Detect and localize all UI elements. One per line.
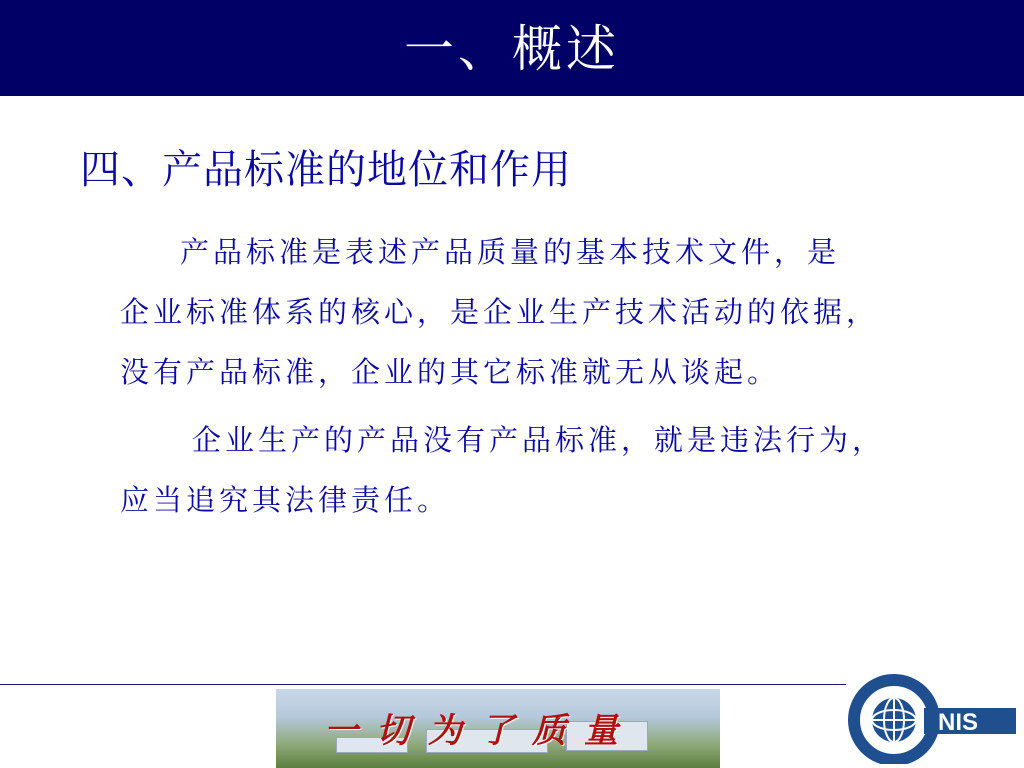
footer-banner-image [276,689,720,768]
company-logo [846,668,1016,764]
paragraph-2-line-1: 企业生产的产品没有产品标准，就是违法行为， [192,423,886,457]
title-bar [0,0,1024,96]
footer-divider [0,684,846,685]
logo-text: NIS [938,709,979,736]
banner-slogan: 一切为了质量 [324,711,636,751]
paragraph-1-line-1: 产品标准是表述产品质量的基本技术文件，是 [180,235,841,269]
paragraph-2-line-2: 应当追究其法律责任。 [120,483,451,517]
slide-title: 一、概述 [404,20,620,78]
logo-icon [846,668,1016,764]
paragraph-2 [120,410,990,530]
section-heading: 四、产品标准的地位和作用 [80,147,572,193]
paragraph-1 [120,222,990,402]
paragraph-1-line-2: 企业标准体系的核心，是企业生产技术活动的依据， [120,295,880,329]
paragraph-1-line-3: 没有产品标准，企业的其它标准就无从谈起。 [120,355,781,389]
